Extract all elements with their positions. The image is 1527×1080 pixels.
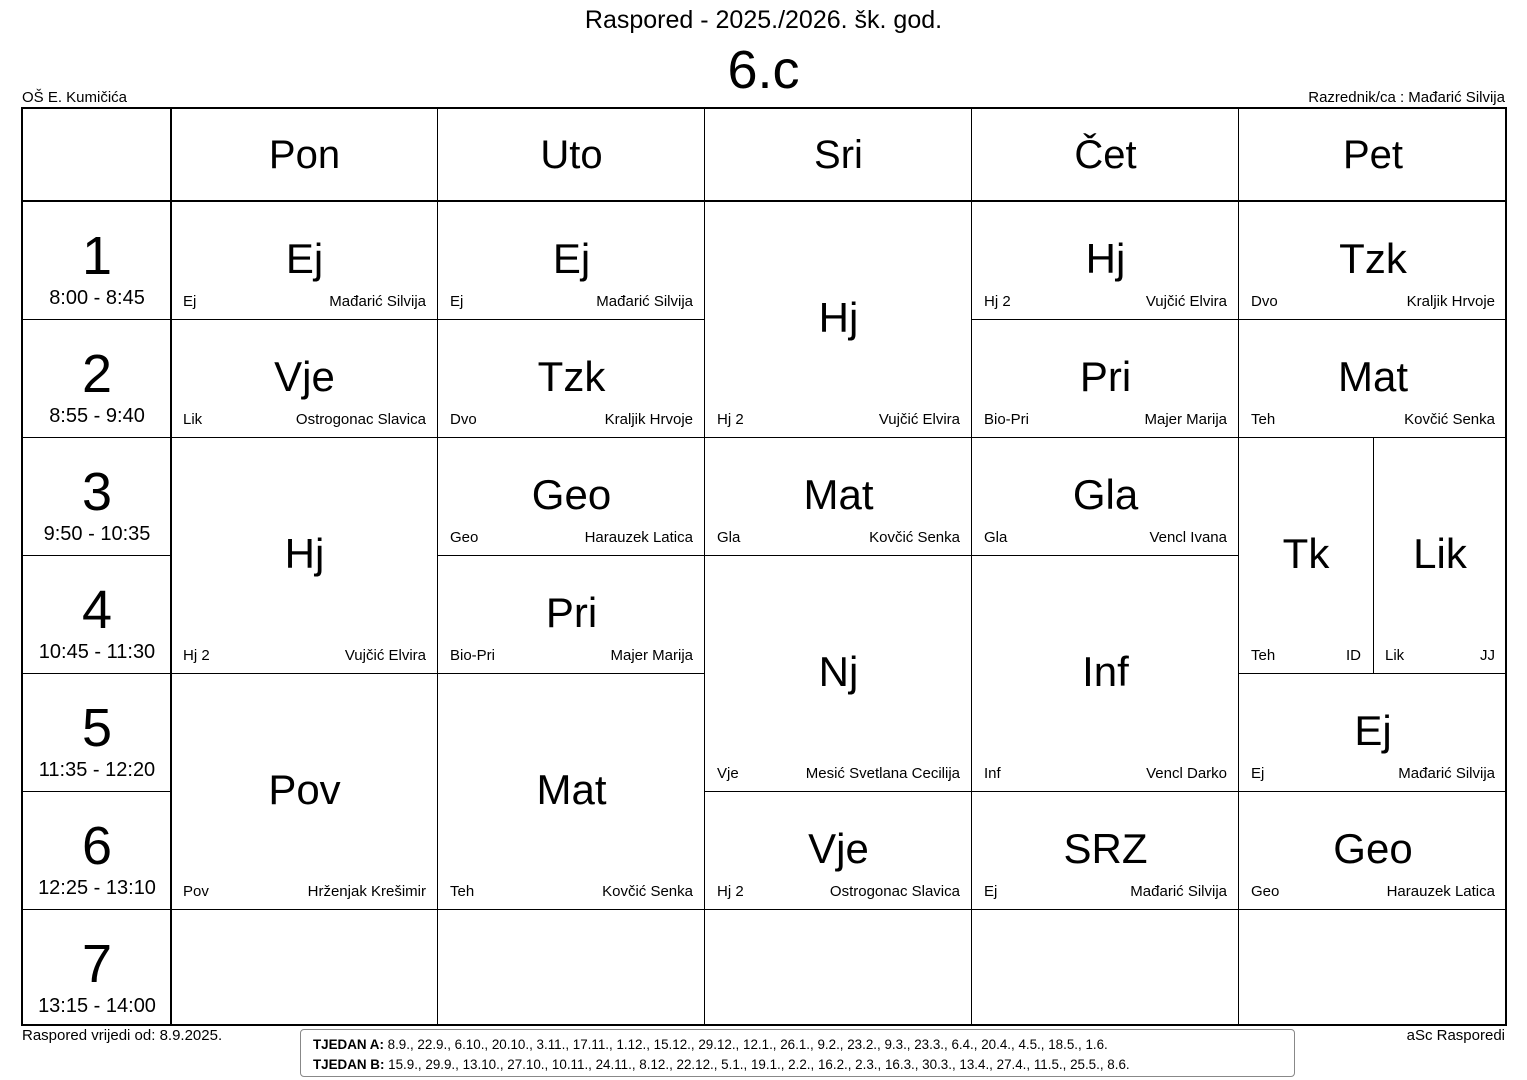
lesson-subject: Inf xyxy=(1082,648,1129,695)
lesson-teacher: Vujčić Elvira xyxy=(344,647,426,664)
lesson-subject: Tzk xyxy=(1339,235,1407,282)
lesson-room: Teh xyxy=(1251,647,1276,664)
period-number: 6 xyxy=(81,816,113,876)
lesson-cell[interactable] xyxy=(705,437,972,555)
lesson-teacher: JJ xyxy=(1480,647,1495,664)
lesson-subject: Gla xyxy=(1072,471,1139,518)
week-a-dates: 8.9., 22.9., 6.10., 20.10., 3.11., 17.11., 1.12., 15.12., 29.12., 12.1., 26.1., 9.2., 23.2., 9.3., 23.3., 6.4., 20.4., 4.5., 18.5., 1.6. xyxy=(383,1037,1108,1052)
lesson-cell[interactable] xyxy=(972,791,1239,909)
lesson-room: Bio-Pri xyxy=(984,411,1030,428)
lesson-teacher: Mesić Svetlana Cecilija xyxy=(805,765,960,782)
day-header-3: Čet xyxy=(1074,133,1137,177)
lesson-teacher: Vujčić Elvira xyxy=(878,411,960,428)
period-time: 13:15 - 14:00 xyxy=(38,995,156,1017)
lesson-room: Ej xyxy=(450,293,464,310)
lesson-teacher: Kovčić Senka xyxy=(602,883,693,900)
lesson-room: Ej xyxy=(183,293,197,310)
period-number: 4 xyxy=(81,580,113,640)
grid-line xyxy=(23,673,171,674)
grid-line xyxy=(23,909,171,910)
lesson-teacher: Ostrogonac Slavica xyxy=(295,411,426,428)
lesson-room: Pov xyxy=(183,883,209,900)
lesson-room: Hj 2 xyxy=(717,411,744,428)
lesson-room: Geo xyxy=(1251,883,1280,900)
homeroom-teacher: Razrednik/ca : Mađarić Silvija xyxy=(1308,89,1505,106)
lesson-room: Hj 2 xyxy=(984,293,1011,310)
grid-line xyxy=(438,909,705,910)
lesson-subject: Tk xyxy=(1282,530,1330,577)
grid-line xyxy=(171,909,438,910)
lesson-room: Gla xyxy=(984,529,1008,546)
lesson-subject: Pov xyxy=(268,766,341,813)
lesson-room: Geo xyxy=(450,529,479,546)
lesson-cell[interactable] xyxy=(1239,319,1507,437)
lesson-room: Vje xyxy=(717,765,739,782)
period-time: 11:35 - 12:20 xyxy=(38,759,156,781)
grid-line xyxy=(23,555,171,556)
lesson-cell[interactable] xyxy=(972,437,1239,555)
lesson-room: Lik xyxy=(183,411,203,428)
grid-line xyxy=(1239,909,1507,910)
lesson-room: Dvo xyxy=(450,411,477,428)
lesson-teacher: Mađarić Silvija xyxy=(1398,765,1495,782)
lesson-cell[interactable] xyxy=(1373,437,1507,673)
timetable-grid xyxy=(21,107,1507,1026)
lesson-room: Dvo xyxy=(1251,293,1278,310)
lesson-teacher: Kovčić Senka xyxy=(1404,411,1495,428)
lesson-subject: Vje xyxy=(274,353,335,400)
lesson-cell[interactable] xyxy=(171,201,438,319)
period-time: 9:50 - 10:35 xyxy=(43,523,151,545)
lesson-subject: SRZ xyxy=(1063,825,1148,872)
lesson-teacher: Majer Marija xyxy=(610,647,693,664)
lesson-room: Teh xyxy=(450,883,475,900)
period-number: 7 xyxy=(81,934,113,994)
lesson-teacher: Vujčić Elvira xyxy=(1145,293,1227,310)
period-time: 10:45 - 11:30 xyxy=(38,641,156,663)
lesson-room: Bio-Pri xyxy=(450,647,496,664)
lesson-teacher: Harauzek Latica xyxy=(1386,883,1495,900)
lesson-cell[interactable] xyxy=(972,201,1239,319)
lesson-room: Lik xyxy=(1385,647,1405,664)
period-time: 12:25 - 13:10 xyxy=(38,877,156,899)
period-time: 8:00 - 8:45 xyxy=(49,287,145,309)
week-b-dates: 15.9., 29.9., 13.10., 27.10., 10.11., 24.11., 8.12., 22.12., 5.1., 19.1., 2.2., 16.2., 2.3., 16.3., 30.3., 13.4., 27.4., 11.5., 25.5., 8.6. xyxy=(384,1057,1130,1072)
school-name: OŠ E. Kumičića xyxy=(22,89,128,106)
week-b-label: TJEDAN B: xyxy=(313,1057,385,1072)
lesson-teacher: Mađarić Silvija xyxy=(329,293,426,310)
lesson-teacher: Vencl Ivana xyxy=(1149,529,1227,546)
lesson-cell[interactable] xyxy=(972,555,1239,791)
valid-from: Raspored vrijedi od: 8.9.2025. xyxy=(22,1027,223,1044)
day-header-1: Uto xyxy=(540,133,603,177)
period-number: 2 xyxy=(81,344,113,404)
lesson-subject: Tzk xyxy=(537,353,606,400)
lesson-teacher: Vencl Darko xyxy=(1146,765,1227,782)
brand-label: aSc Rasporedi xyxy=(1406,1027,1505,1044)
week-a-label: TJEDAN A: xyxy=(313,1037,384,1052)
lesson-subject: Pri xyxy=(545,589,598,636)
lesson-cell[interactable] xyxy=(1239,437,1373,673)
lesson-cell[interactable] xyxy=(1239,791,1507,909)
lesson-subject: Hj xyxy=(818,294,859,341)
lesson-cell[interactable] xyxy=(438,201,705,319)
lesson-teacher: Hrženjak Krešimir xyxy=(307,883,426,900)
lesson-subject: Vje xyxy=(808,825,869,872)
lesson-teacher: Kovčić Senka xyxy=(869,529,960,546)
lesson-cell[interactable] xyxy=(171,437,438,673)
lesson-cell[interactable] xyxy=(171,673,438,909)
lesson-subject: Geo xyxy=(1333,825,1413,872)
lesson-cell[interactable] xyxy=(1239,673,1507,791)
lesson-subject: Lik xyxy=(1413,530,1467,577)
page-title: Raspored - 2025./2026. šk. god. xyxy=(584,6,943,34)
lesson-cell[interactable] xyxy=(438,555,705,673)
lesson-room: Hj 2 xyxy=(717,883,744,900)
lesson-room: Teh xyxy=(1251,411,1276,428)
lesson-subject: Geo xyxy=(531,471,612,518)
period-time: 8:55 - 9:40 xyxy=(49,405,145,427)
lesson-subject: Hj xyxy=(284,530,325,577)
lesson-teacher: Majer Marija xyxy=(1144,411,1227,428)
lesson-subject: Nj xyxy=(818,648,859,695)
lesson-cell[interactable] xyxy=(438,673,705,909)
lesson-cell[interactable] xyxy=(705,791,972,909)
lesson-subject: Ej xyxy=(1354,707,1392,754)
lesson-subject: Mat xyxy=(1337,353,1408,400)
lesson-cell[interactable] xyxy=(705,201,972,437)
week-legend xyxy=(300,1029,1295,1077)
lesson-room: Hj 2 xyxy=(183,647,210,664)
grid-line xyxy=(23,791,171,792)
grid-line xyxy=(705,909,972,910)
grid-line xyxy=(23,319,171,320)
lesson-teacher: Ostrogonac Slavica xyxy=(829,883,960,900)
lesson-subject: Ej xyxy=(285,235,324,282)
lesson-room: Ej xyxy=(984,883,998,900)
lesson-subject: Hj xyxy=(1085,235,1126,282)
lesson-cell[interactable] xyxy=(705,555,972,791)
day-header-4: Pet xyxy=(1342,133,1404,177)
period-number: 5 xyxy=(81,698,113,758)
lesson-room: Ej xyxy=(1251,765,1265,782)
lesson-cell[interactable] xyxy=(438,437,705,555)
lesson-teacher: ID xyxy=(1346,647,1361,664)
day-header-2: Sri xyxy=(814,133,863,177)
lesson-teacher: Kraljik Hrvoje xyxy=(1406,293,1495,310)
lesson-teacher: Mađarić Silvija xyxy=(1130,883,1227,900)
lesson-teacher: Harauzek Latica xyxy=(584,529,693,546)
lesson-subject: Ej xyxy=(552,235,591,282)
grid-line xyxy=(23,437,171,438)
grid-line xyxy=(972,909,1239,910)
lesson-teacher: Mađarić Silvija xyxy=(596,293,693,310)
lesson-cell[interactable] xyxy=(171,319,438,437)
lesson-room: Inf xyxy=(984,765,1001,782)
period-number: 1 xyxy=(81,226,113,286)
period-number: 3 xyxy=(81,462,113,522)
week-a-row xyxy=(313,1035,1294,1055)
lesson-cell[interactable] xyxy=(972,319,1239,437)
lesson-subject: Mat xyxy=(803,471,874,518)
class-name: 6.c xyxy=(727,40,800,100)
lesson-subject: Pri xyxy=(1079,353,1132,400)
day-header-0: Pon xyxy=(268,133,341,177)
lesson-teacher: Kraljik Hrvoje xyxy=(604,411,693,428)
week-b-row xyxy=(313,1055,1294,1075)
lesson-room: Gla xyxy=(717,529,741,546)
lesson-cell[interactable] xyxy=(1239,201,1507,319)
lesson-cell[interactable] xyxy=(438,319,705,437)
lesson-subject: Mat xyxy=(536,766,607,813)
